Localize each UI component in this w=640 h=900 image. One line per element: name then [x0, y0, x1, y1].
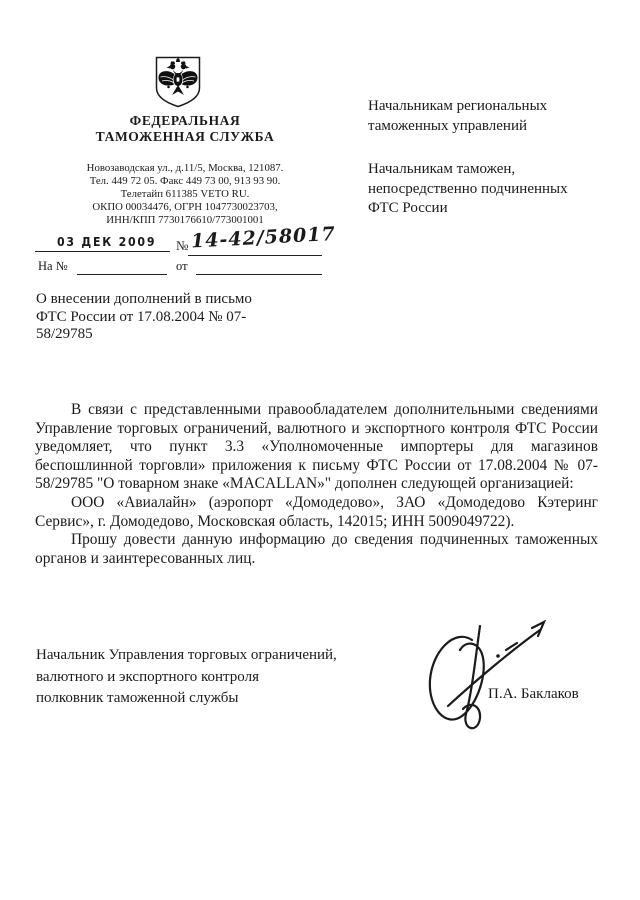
incoming-ref-underline — [77, 274, 167, 275]
number-underline — [188, 255, 322, 256]
date-stamp: 03 ДЕК 2009 — [57, 234, 157, 249]
incoming-ref-label: На № — [38, 259, 68, 273]
signer-name: П.А. Баклаков — [488, 686, 579, 702]
signer-title-line: валютного и экспортного контроля — [36, 668, 259, 685]
agency-name-line: ТАМОЖЕННАЯ СЛУЖБА — [95, 128, 275, 144]
signer-title-line: полковник таможенной службы — [36, 690, 239, 706]
date-underline — [35, 251, 170, 252]
from-underline — [196, 274, 322, 275]
subject-line: 58/29785 — [36, 326, 93, 342]
recipient-line: Начальникам таможен, — [368, 161, 516, 177]
recipient-block — [368, 160, 618, 219]
recipient-line: непосредственно подчиненных — [368, 180, 568, 197]
body-paragraph: Прошу довести данную информацию до сведения подчиненных таможенных органов и заинтересованных лиц. — [35, 531, 598, 567]
body-paragraph: ООО «Авиалайн» (аэропорт «Домодедово», ЗАО «Домодедово Кэтеринг Сервис», г. Домодедово, Московская область, 142015; ИНН 5009049722). — [35, 493, 598, 530]
signature-autograph-graphic — [420, 608, 580, 738]
agency-address — [35, 162, 335, 227]
fts-emblem-eagle-icon — [153, 56, 203, 108]
letter-body — [35, 401, 598, 568]
recipient-line: таможенных управлений — [368, 117, 528, 134]
subject-line: О внесении дополнений в письмо — [36, 291, 252, 307]
signer-title-line: Начальник Управления торговых ограничений, — [36, 647, 337, 663]
address-line: Телетайп 611385 VETO RU. — [120, 188, 250, 200]
address-line: ИНН/КПП 7730176610/773001001 — [106, 214, 264, 226]
address-line: Тел. 449 72 05. Факс 449 73 00, 913 93 90. — [89, 175, 281, 187]
subject — [36, 291, 286, 344]
body-paragraph: В связи с представленными правообладателем дополнительными сведениями Управление торговых ограничений, валютного и экспортного контроля ФТС России уведомляет, что пункт 3.3 «Уполномоченные импортеры для магазинов беспошлинной торговли» приложения к письму ФТС России от 17.08.2004 № 07-58/29785 "О товарном знаке «MACALLAN»" дополнен следующей организацией: — [35, 401, 598, 493]
outgoing-number-handwritten: 14-42/58017 — [190, 222, 337, 253]
address-line: Новозаводская ул., д.11/5, Москва, 121087. — [86, 162, 284, 174]
agency-name-line: ФЕДЕРАЛЬНАЯ — [129, 113, 241, 128]
from-label: от — [176, 259, 188, 273]
signer-title — [36, 645, 386, 710]
recipients — [368, 97, 618, 219]
agency-name — [35, 113, 335, 144]
recipient-line: ФТС России — [368, 200, 448, 216]
recipient-block — [368, 97, 618, 136]
recipient-line: Начальникам региональных — [368, 98, 548, 114]
address-line: ОКПО 00034476, ОГРН 1047730023703, — [92, 201, 278, 213]
number-label: № — [176, 238, 189, 253]
subject-line: ФТС России от 17.08.2004 № 07- — [36, 308, 247, 325]
